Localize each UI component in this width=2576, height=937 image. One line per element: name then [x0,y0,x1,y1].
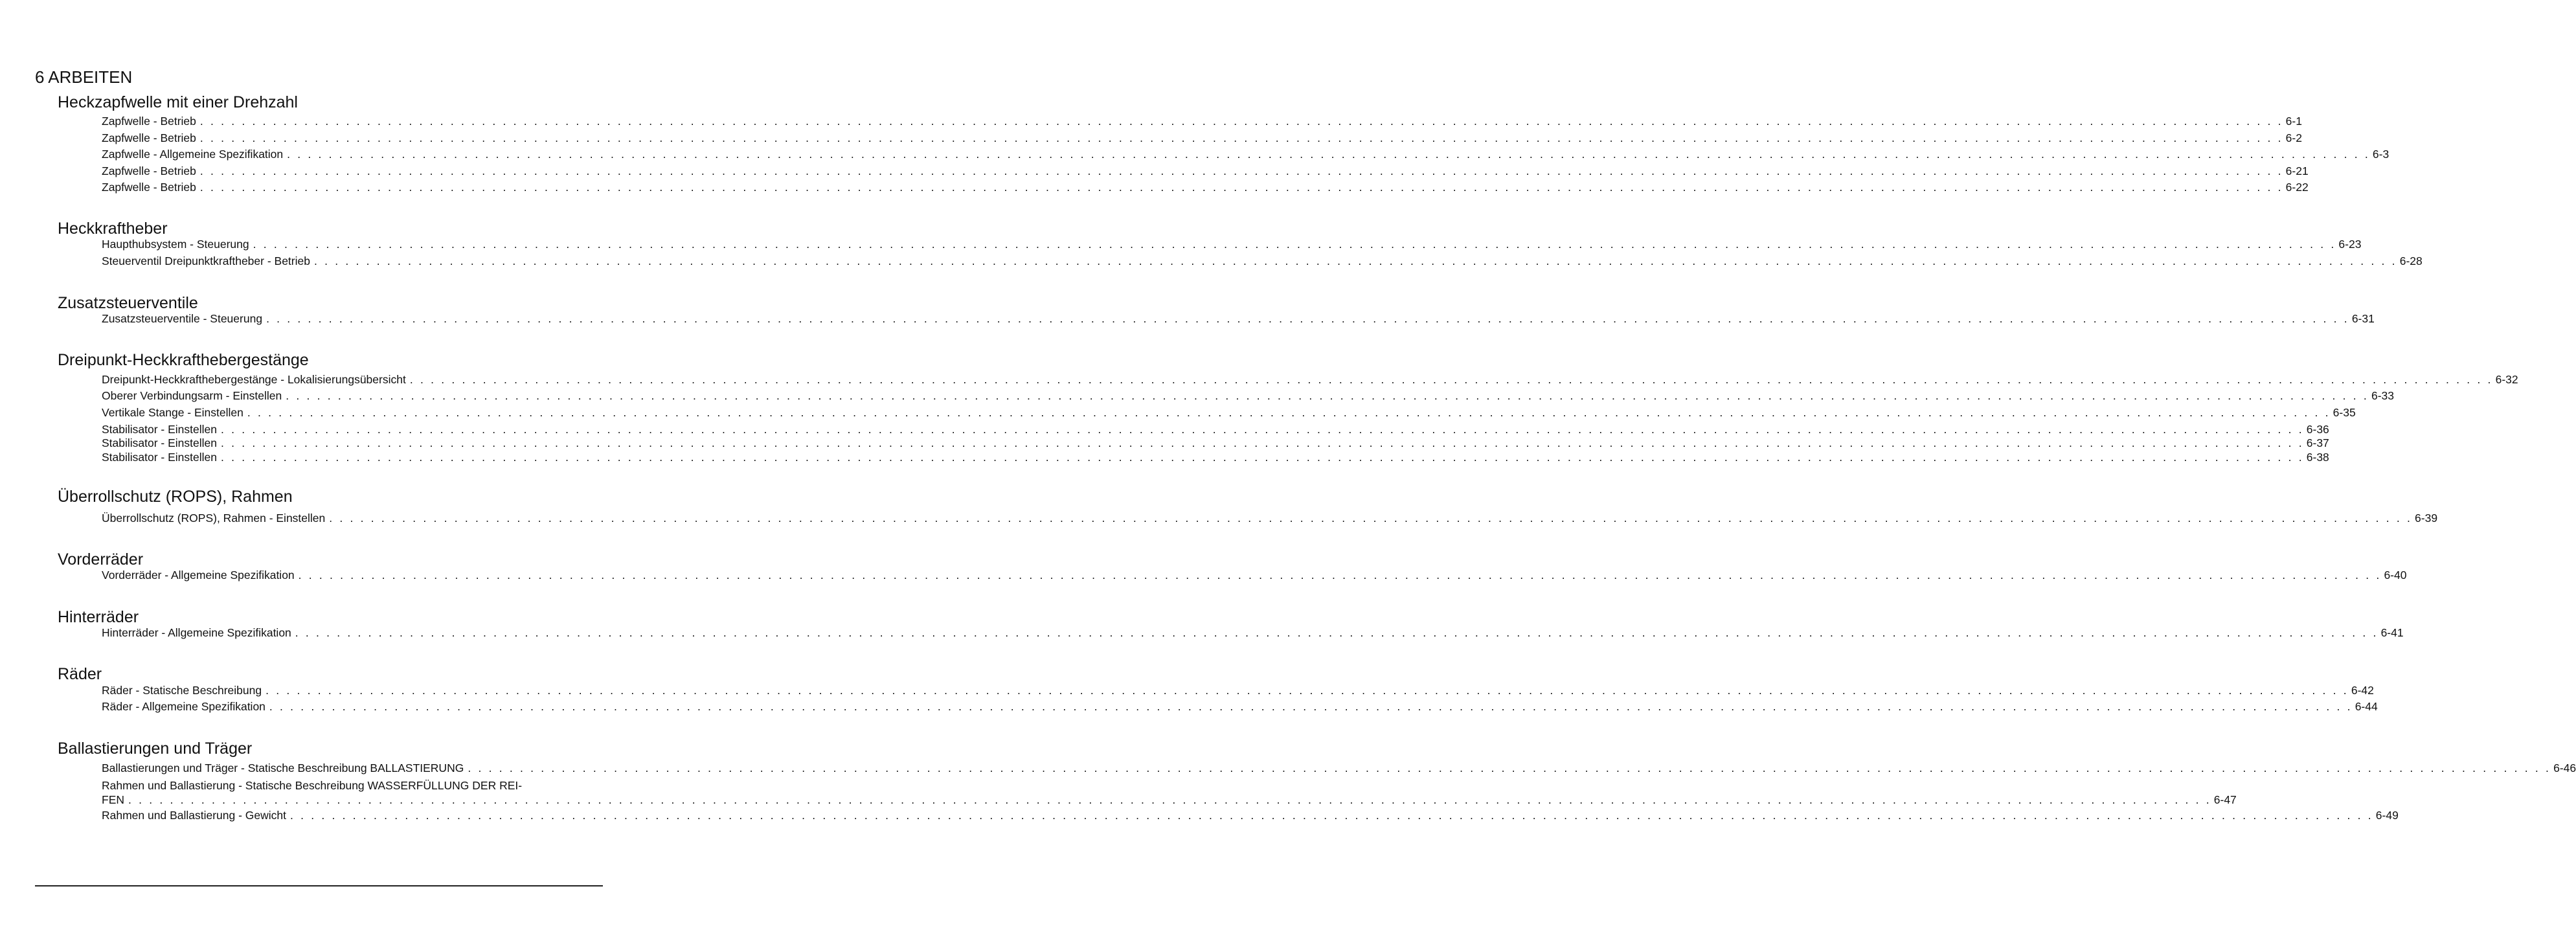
footer-divider [35,885,603,886]
toc-entry-page-number: 6-49 [2375,809,2399,822]
toc-entry-page-number: 6-42 [2351,684,2374,697]
dot-leader: . . . . . . . . . . . . . . . . . . . . . . . . . . . . . . . . . . . . . . . . . . . . . . . . . . . . . . . . . . . . . . . . . . . . . . . . . . . . . . . . . . . . . . . . . . . . . . . . . . . . . . . . . . . . . . . . . . . . . . . . . . . . . . . . . . . . . . . . . . . . . . . . . . . . . . . . . . . . . . . . . . . . . . . . . . . . . . . . . . . . . . . . . . . . . . . . . . . . . . . . [329,512,2413,525]
toc-entry[interactable] [102,311,2375,326]
toc-entry-page-number: 6-40 [2384,569,2407,581]
toc-entry-label: Stabilisator - Einstellen [102,436,217,449]
section-title: Zusatzsteuerventile [58,294,198,312]
toc-entry-page-number: 6-3 [2372,148,2390,161]
dot-leader: . . . . . . . . . . . . . . . . . . . . . . . . . . . . . . . . . . . . . . . . . . . . . . . . . . . . . . . . . . . . . . . . . . . . . . . . . . . . . . . . . . . . . . . . . . . . . . . . . . . . . . . . . . . . . . . . . . . . . . . . . . . . . . . . . . . . . . . . . . . . . . . . . . . . . . . . . . . . . . . . . . . . . . . . . . . . . . . . . . . . . . . . . . . . . . . . . . . . . . . . [269,700,2353,713]
toc-entry-page-number: 6-46 [2553,762,2576,774]
toc-entry-page-number: 6-2 [2285,131,2302,144]
toc-entry-label: Hinterräder - Allgemeine Spezifikation [102,626,291,639]
toc-entry[interactable] [102,568,2407,582]
dot-leader: . . . . . . . . . . . . . . . . . . . . . . . . . . . . . . . . . . . . . . . . . . . . . . . . . . . . . . . . . . . . . . . . . . . . . . . . . . . . . . . . . . . . . . . . . . . . . . . . . . . . . . . . . . . . . . . . . . . . . . . . . . . . . . . . . . . . . . . . . . . . . . . . . . . . . . . . . . . . . . . . . . . . . . . . . . . . . . . . . . . . . . . . . . . . . . . . . . . . . . . . [290,809,2373,822]
toc-entry[interactable] [102,450,2329,464]
toc-entry-page-number: 6-33 [2371,389,2394,402]
toc-entry-page-number: 6-28 [2399,254,2423,267]
toc-entry[interactable] [102,254,2423,268]
toc-entry-page-number: 6-32 [2495,373,2518,386]
dot-leader: . . . . . . . . . . . . . . . . . . . . . . . . . . . . . . . . . . . . . . . . . . . . . . . . . . . . . . . . . . . . . . . . . . . . . . . . . . . . . . . . . . . . . . . . . . . . . . . . . . . . . . . . . . . . . . . . . . . . . . . . . . . . . . . . . . . . . . . . . . . . . . . . . . . . . . . . . . . . . . . . . . . . . . . . . . . . . . . . . . . . . . . . . . . . . . . . . . . . . . . . [199,181,2283,194]
dot-leader: . . . . . . . . . . . . . . . . . . . . . . . . . . . . . . . . . . . . . . . . . . . . . . . . . . . . . . . . . . . . . . . . . . . . . . . . . . . . . . . . . . . . . . . . . . . . . . . . . . . . . . . . . . . . . . . . . . . . . . . . . . . . . . . . . . . . . . . . . . . . . . . . . . . . . . . . . . . . . . . . . . . . . . . . . . . . . . . . . . . . . . . . . . . . . . . . . . . . . . . . [266,684,2349,697]
dot-leader: . . . . . . . . . . . . . . . . . . . . . . . . . . . . . . . . . . . . . . . . . . . . . . . . . . . . . . . . . . . . . . . . . . . . . . . . . . . . . . . . . . . . . . . . . . . . . . . . . . . . . . . . . . . . . . . . . . . . . . . . . . . . . . . . . . . . . . . . . . . . . . . . . . . . . . . . . . . . . . . . . . . . . . . . . . . . . . . . . . . . . . . . . . . . . . . . . . . . . . . . [221,423,2304,436]
dot-leader: . . . . . . . . . . . . . . . . . . . . . . . . . . . . . . . . . . . . . . . . . . . . . . . . . . . . . . . . . . . . . . . . . . . . . . . . . . . . . . . . . . . . . . . . . . . . . . . . . . . . . . . . . . . . . . . . . . . . . . . . . . . . . . . . . . . . . . . . . . . . . . . . . . . . . . . . . . . . . . . . . . . . . . . . . . . . . . . . . . . . . . . . . . . . . . . . . . . . . . . . [313,254,2397,267]
toc-entry[interactable] [102,683,2374,697]
dot-leader: . . . . . . . . . . . . . . . . . . . . . . . . . . . . . . . . . . . . . . . . . . . . . . . . . . . . . . . . . . . . . . . . . . . . . . . . . . . . . . . . . . . . . . . . . . . . . . . . . . . . . . . . . . . . . . . . . . . . . . . . . . . . . . . . . . . . . . . . . . . . . . . . . . . . . . . . . . . . . . . . . . . . . . . . . . . . . . . . . . . . . . . . . . . . . . . . . . . . . . . . [221,451,2304,464]
toc-entry-label: Zapfwelle - Betrieb [102,181,196,194]
dot-leader: . . . . . . . . . . . . . . . . . . . . . . . . . . . . . . . . . . . . . . . . . . . . . . . . . . . . . . . . . . . . . . . . . . . . . . . . . . . . . . . . . . . . . . . . . . . . . . . . . . . . . . . . . . . . . . . . . . . . . . . . . . . . . . . . . . . . . . . . . . . . . . . . . . . . . . . . . . . . . . . . . . . . . . . . . . . . . . . . . . . . . . . . . . . . . . . . . . . . . . . . [287,148,2370,161]
toc-entry-label: Zusatzsteuerventile - Steuerung [102,312,263,325]
toc-entry-page-number: 6-22 [2285,181,2309,194]
toc-entry[interactable] [102,405,2356,420]
toc-entry[interactable] [102,626,2404,640]
toc-entry-label: Oberer Verbindungsarm - Einstellen [102,389,282,402]
toc-entry[interactable] [102,808,2399,822]
toc-entry[interactable] [102,422,2329,436]
toc-entry-page-number: 6-44 [2355,700,2378,713]
chapter-title: 6 ARBEITEN [35,67,133,87]
toc-entry-label: Vertikale Stange - Einstellen [102,406,243,419]
toc-entry[interactable] [102,511,2438,525]
toc-entry-page-number: 6-36 [2306,423,2329,436]
toc-entry[interactable] [102,436,2329,450]
dot-leader: . . . . . . . . . . . . . . . . . . . . . . . . . . . . . . . . . . . . . . . . . . . . . . . . . . . . . . . . . . . . . . . . . . . . . . . . . . . . . . . . . . . . . . . . . . . . . . . . . . . . . . . . . . . . . . . . . . . . . . . . . . . . . . . . . . . . . . . . . . . . . . . . . . . . . . . . . . . . . . . . . . . . . . . . . . . . . . . . . . . . . . . . . . . . . . . . . . . . . . . . [199,115,2283,128]
dot-leader: . . . . . . . . . . . . . . . . . . . . . . . . . . . . . . . . . . . . . . . . . . . . . . . . . . . . . . . . . . . . . . . . . . . . . . . . . . . . . . . . . . . . . . . . . . . . . . . . . . . . . . . . . . . . . . . . . . . . . . . . . . . . . . . . . . . . . . . . . . . . . . . . . . . . . . . . . . . . . . . . . . . . . . . . . . . . . . . . . . . . . . . . . . . . . . . . . . . . . . . . [286,389,2369,402]
toc-entry-label: Vorderräder - Allgemeine Spezifikation [102,569,295,581]
toc-entry-label: FEN [102,793,124,806]
toc-entry[interactable] [102,114,2302,128]
dot-leader: . . . . . . . . . . . . . . . . . . . . . . . . . . . . . . . . . . . . . . . . . . . . . . . . . . . . . . . . . . . . . . . . . . . . . . . . . . . . . . . . . . . . . . . . . . . . . . . . . . . . . . . . . . . . . . . . . . . . . . . . . . . . . . . . . . . . . . . . . . . . . . . . . . . . . . . . . . . . . . . . . . . . . . . . . . . . . . . . . . . . . . . . . . . . . . . . . . . . . . . . [266,312,2349,325]
toc-entry-page-number: 6-39 [2415,512,2438,525]
dot-leader: . . . . . . . . . . . . . . . . . . . . . . . . . . . . . . . . . . . . . . . . . . . . . . . . . . . . . . . . . . . . . . . . . . . . . . . . . . . . . . . . . . . . . . . . . . . . . . . . . . . . . . . . . . . . . . . . . . . . . . . . . . . . . . . . . . . . . . . . . . . . . . . . . . . . . . . . . . . . . . . . . . . . . . . . . . . . . . . . . . . . . . . . . . . . . . . . . . . . . . . . [199,164,2283,177]
toc-entry-page-number: 6-35 [2333,406,2356,419]
toc-entry-label: Zapfwelle - Betrieb [102,164,196,177]
toc-entry-page-number: 6-37 [2306,436,2329,449]
toc-entry-page-number: 6-38 [2306,451,2329,464]
toc-entry[interactable] [102,147,2390,161]
toc-entry-page-number: 6-1 [2285,115,2302,128]
section-title: Räder [58,665,102,683]
toc-entry-page-number: 6-47 [2213,793,2237,806]
dot-leader: . . . . . . . . . . . . . . . . . . . . . . . . . . . . . . . . . . . . . . . . . . . . . . . . . . . . . . . . . . . . . . . . . . . . . . . . . . . . . . . . . . . . . . . . . . . . . . . . . . . . . . . . . . . . . . . . . . . . . . . . . . . . . . . . . . . . . . . . . . . . . . . . . . . . . . . . . . . . . . . . . . . . . . . . . . . . . . . . . . . . . . . . . . . . . . . . . . . . . . . . [128,793,2211,806]
toc-entry[interactable] [102,180,2309,194]
section-title: Ballastierungen und Träger [58,739,253,758]
toc-entry-label: Steuerventil Dreipunktkraftheber - Betrieb [102,254,310,267]
toc-entry-label: Zapfwelle - Betrieb [102,115,196,128]
toc-entry[interactable] [102,237,2362,251]
toc-entry-label: Rahmen und Ballastierung - Gewicht [102,809,287,822]
section-title: Dreipunkt-Heckkrafthebergestänge [58,351,309,369]
toc-entry-label: Zapfwelle - Betrieb [102,131,196,144]
toc-entry-label: Überrollschutz (ROPS), Rahmen - Einstellen [102,512,326,525]
dot-leader: . . . . . . . . . . . . . . . . . . . . . . . . . . . . . . . . . . . . . . . . . . . . . . . . . . . . . . . . . . . . . . . . . . . . . . . . . . . . . . . . . . . . . . . . . . . . . . . . . . . . . . . . . . . . . . . . . . . . . . . . . . . . . . . . . . . . . . . . . . . . . . . . . . . . . . . . . . . . . . . . . . . . . . . . . . . . . . . . . . . . . . . . . . . . . . . . . . . . . . . . [298,569,2382,581]
dot-leader: . . . . . . . . . . . . . . . . . . . . . . . . . . . . . . . . . . . . . . . . . . . . . . . . . . . . . . . . . . . . . . . . . . . . . . . . . . . . . . . . . . . . . . . . . . . . . . . . . . . . . . . . . . . . . . . . . . . . . . . . . . . . . . . . . . . . . . . . . . . . . . . . . . . . . . . . . . . . . . . . . . . . . . . . . . . . . . . . . . . . . . . . . . . . . . . . . . . . . . . . [199,131,2283,144]
dot-leader: . . . . . . . . . . . . . . . . . . . . . . . . . . . . . . . . . . . . . . . . . . . . . . . . . . . . . . . . . . . . . . . . . . . . . . . . . . . . . . . . . . . . . . . . . . . . . . . . . . . . . . . . . . . . . . . . . . . . . . . . . . . . . . . . . . . . . . . . . . . . . . . . . . . . . . . . . . . . . . . . . . . . . . . . . . . . . . . . . . . . . . . . . . . . . . . . . . . . . . . . [221,436,2304,449]
toc-entry-label: Stabilisator - Einstellen [102,423,217,436]
dot-leader: . . . . . . . . . . . . . . . . . . . . . . . . . . . . . . . . . . . . . . . . . . . . . . . . . . . . . . . . . . . . . . . . . . . . . . . . . . . . . . . . . . . . . . . . . . . . . . . . . . . . . . . . . . . . . . . . . . . . . . . . . . . . . . . . . . . . . . . . . . . . . . . . . . . . . . . . . . . . . . . . . . . . . . . . . . . . . . . . . . . . . . . . . . . . . . . . . . . . . . . . [295,626,2378,639]
section-title: Vorderräder [58,550,144,569]
dot-leader: . . . . . . . . . . . . . . . . . . . . . . . . . . . . . . . . . . . . . . . . . . . . . . . . . . . . . . . . . . . . . . . . . . . . . . . . . . . . . . . . . . . . . . . . . . . . . . . . . . . . . . . . . . . . . . . . . . . . . . . . . . . . . . . . . . . . . . . . . . . . . . . . . . . . . . . . . . . . . . . . . . . . . . . . . . . . . . . . . . . . . . . . . . . . . . . . . . . . . . . . [247,406,2331,419]
toc-entry[interactable] [102,131,2302,145]
dot-leader: . . . . . . . . . . . . . . . . . . . . . . . . . . . . . . . . . . . . . . . . . . . . . . . . . . . . . . . . . . . . . . . . . . . . . . . . . . . . . . . . . . . . . . . . . . . . . . . . . . . . . . . . . . . . . . . . . . . . . . . . . . . . . . . . . . . . . . . . . . . . . . . . . . . . . . . . . . . . . . . . . . . . . . . . . . . . . . . . . . . . . . . . . . . . . . . . . . . . . . . . [253,238,2336,251]
toc-entry-label: Räder - Allgemeine Spezifikation [102,700,266,713]
section-title: Heckzapfwelle mit einer Drehzahl [58,93,298,111]
section-title: Heckkraftheber [58,220,168,238]
toc-entry-page-number: 6-31 [2351,312,2375,325]
dot-leader: . . . . . . . . . . . . . . . . . . . . . . . . . . . . . . . . . . . . . . . . . . . . . . . . . . . . . . . . . . . . . . . . . . . . . . . . . . . . . . . . . . . . . . . . . . . . . . . . . . . . . . . . . . . . . . . . . . . . . . . . . . . . . . . . . . . . . . . . . . . . . . . . . . . . . . . . . . . . . . . . . . . . . . . . . . . . . . . . . . . . . . . . . . . . . . . . . . . . . . . . [468,762,2551,774]
toc-entry-label: Dreipunkt-Heckkrafthebergestänge - Lokalisierungsübersicht [102,373,406,386]
toc-entry-label: Ballastierungen und Träger - Statische Beschreibung BALLASTIERUNG [102,762,464,774]
dot-leader: . . . . . . . . . . . . . . . . . . . . . . . . . . . . . . . . . . . . . . . . . . . . . . . . . . . . . . . . . . . . . . . . . . . . . . . . . . . . . . . . . . . . . . . . . . . . . . . . . . . . . . . . . . . . . . . . . . . . . . . . . . . . . . . . . . . . . . . . . . . . . . . . . . . . . . . . . . . . . . . . . . . . . . . . . . . . . . . . . . . . . . . . . . . . . . . . . . . . . . . . [409,373,2493,386]
toc-entry-label: Stabilisator - Einstellen [102,451,217,464]
toc-entry[interactable] [102,761,2576,775]
toc-entry[interactable] [102,372,2518,387]
toc-entry-label: Räder - Statische Beschreibung [102,684,262,697]
toc-entry-page-number: 6-21 [2285,164,2309,177]
toc-entry-page-number: 6-23 [2338,238,2362,251]
toc-entry[interactable] [102,164,2309,178]
section-title: Hinterräder [58,608,139,626]
toc-entry-label: Zapfwelle - Allgemeine Spezifikation [102,148,284,161]
toc-entry-label: Haupthubsystem - Steuerung [102,238,249,251]
section-title: Überrollschutz (ROPS), Rahmen [58,488,293,506]
toc-entry-label-line1: Rahmen und Ballastierung - Statische Beschreibung WASSERFÜLLUNG DER REI- [102,779,523,792]
toc-entry[interactable] [102,699,2378,714]
toc-entry-page-number: 6-41 [2380,626,2404,639]
toc-entry[interactable] [102,778,2237,807]
toc-entry[interactable] [102,389,2394,403]
